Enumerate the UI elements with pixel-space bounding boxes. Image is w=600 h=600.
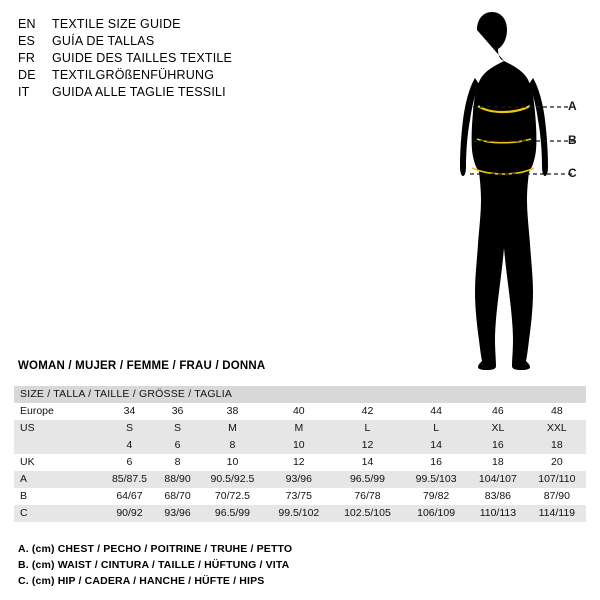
cell: 107/110 <box>528 471 586 488</box>
cell: 40 <box>267 403 331 420</box>
cell: L <box>331 420 404 437</box>
cell: 14 <box>404 437 468 454</box>
size-table <box>14 386 586 522</box>
language-code: FR <box>18 51 36 65</box>
table-row <box>14 471 586 488</box>
cell: 110/113 <box>468 505 528 522</box>
language-code: EN <box>18 17 36 31</box>
cell: 85/87.5 <box>102 471 157 488</box>
cell: 6 <box>102 454 157 471</box>
row-label: US <box>14 420 102 437</box>
row-label: Europe <box>14 403 102 420</box>
language-row-de <box>18 67 348 84</box>
cell: 96.5/99 <box>331 471 404 488</box>
language-title: TEXTILE SIZE GUIDE <box>52 17 181 31</box>
cell: 64/67 <box>102 488 157 505</box>
cell: M <box>198 420 267 437</box>
cell: S <box>157 420 198 437</box>
cell: 12 <box>267 454 331 471</box>
category-label: WOMAN / MUJER / FEMME / FRAU / DONNA <box>18 360 266 372</box>
table-header-label: SIZE / TALLA / TAILLE / GRÖSSE / TAGLIA <box>14 386 586 403</box>
cell: 34 <box>102 403 157 420</box>
language-title: GUÍA DE TALLAS <box>52 34 155 48</box>
cell: 46 <box>468 403 528 420</box>
cell: 73/75 <box>267 488 331 505</box>
cell: M <box>267 420 331 437</box>
cell: 90.5/92.5 <box>198 471 267 488</box>
cell: 12 <box>331 437 404 454</box>
language-row-fr <box>18 50 348 67</box>
cell: 99.5/103 <box>404 471 468 488</box>
cell: XL <box>468 420 528 437</box>
table-row <box>14 403 586 420</box>
table-row <box>14 505 586 522</box>
cell: 104/107 <box>468 471 528 488</box>
measurement-legend <box>18 541 578 589</box>
table-row <box>14 420 586 437</box>
table-header-row <box>14 386 586 403</box>
cell: 68/70 <box>157 488 198 505</box>
language-code: IT <box>18 85 30 99</box>
body-figure <box>415 8 600 378</box>
cell: 16 <box>468 437 528 454</box>
cell: 14 <box>331 454 404 471</box>
row-label <box>14 437 102 454</box>
row-label: UK <box>14 454 102 471</box>
measure-label-b: B <box>568 133 577 147</box>
cell: 87/90 <box>528 488 586 505</box>
language-code: DE <box>18 68 36 82</box>
cell: 99.5/102 <box>267 505 331 522</box>
cell: L <box>404 420 468 437</box>
female-silhouette-icon <box>415 8 600 378</box>
legend-row-a: A. (cm) CHEST / PECHO / POITRINE / TRUHE / PETTO <box>18 543 293 555</box>
row-label: A <box>14 471 102 488</box>
cell: 18 <box>528 437 586 454</box>
cell: 20 <box>528 454 586 471</box>
cell: 93/96 <box>157 505 198 522</box>
cell: 36 <box>157 403 198 420</box>
table-row <box>14 454 586 471</box>
language-title: GUIDA ALLE TAGLIE TESSILI <box>52 85 226 99</box>
language-code: ES <box>18 34 36 48</box>
cell: 93/96 <box>267 471 331 488</box>
cell: 10 <box>267 437 331 454</box>
cell: 83/86 <box>468 488 528 505</box>
cell: 42 <box>331 403 404 420</box>
cell: 114/119 <box>528 505 586 522</box>
cell: 96.5/99 <box>198 505 267 522</box>
table-row <box>14 437 586 454</box>
cell: XXL <box>528 420 586 437</box>
cell: 106/109 <box>404 505 468 522</box>
measure-label-a: A <box>568 99 577 113</box>
measure-label-c: C <box>568 166 577 180</box>
legend-row-b: B. (cm) WAIST / CINTURA / TAILLE / HÜFTUNG / VITA <box>18 559 290 571</box>
cell: 4 <box>102 437 157 454</box>
cell: 6 <box>157 437 198 454</box>
language-title: TEXTILGRÖßENFÜHRUNG <box>52 68 215 82</box>
cell: 8 <box>198 437 267 454</box>
language-row-en <box>18 16 348 33</box>
language-list <box>18 16 348 101</box>
cell: 44 <box>404 403 468 420</box>
row-label: C <box>14 505 102 522</box>
cell: 38 <box>198 403 267 420</box>
language-row-it <box>18 84 348 101</box>
cell: 48 <box>528 403 586 420</box>
cell: 90/92 <box>102 505 157 522</box>
table-row <box>14 488 586 505</box>
cell: 88/90 <box>157 471 198 488</box>
language-row-es <box>18 33 348 50</box>
cell: 16 <box>404 454 468 471</box>
cell: 18 <box>468 454 528 471</box>
cell: 8 <box>157 454 198 471</box>
cell: 76/78 <box>331 488 404 505</box>
cell: 79/82 <box>404 488 468 505</box>
language-title: GUIDE DES TAILLES TEXTILE <box>52 51 233 65</box>
row-label: B <box>14 488 102 505</box>
cell: 10 <box>198 454 267 471</box>
cell: S <box>102 420 157 437</box>
legend-row-c: C. (cm) HIP / CADERA / HANCHE / HÜFTE / HIPS <box>18 575 265 587</box>
cell: 70/72.5 <box>198 488 267 505</box>
cell: 102.5/105 <box>331 505 404 522</box>
